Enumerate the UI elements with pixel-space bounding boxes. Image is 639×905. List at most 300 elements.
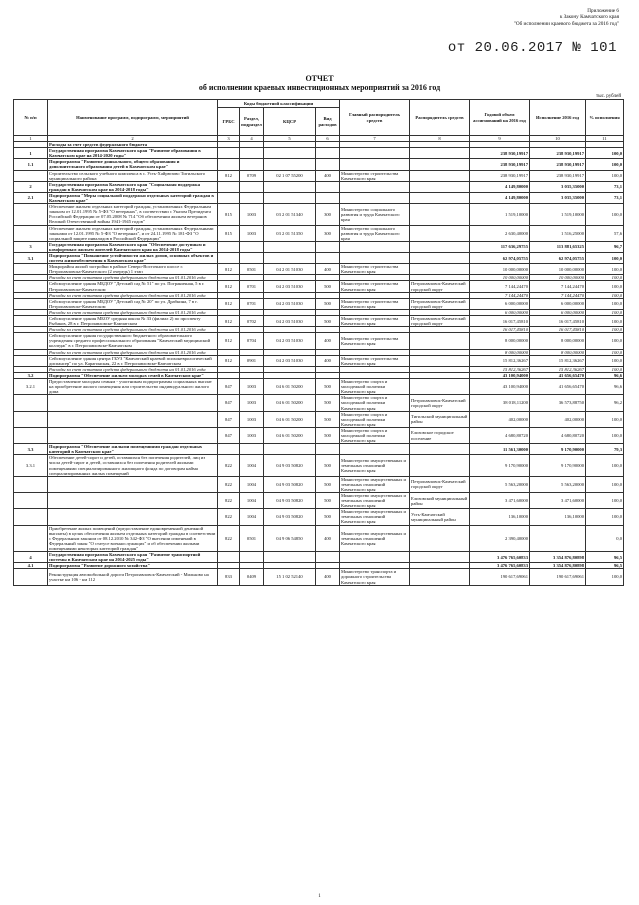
row-name: Сейсмоусиление здания государственного бюджетного образовательного учреждения среднего профессионального образования "Камчатский медицинский колледж" в г. Петропавловске-Камчатском (48, 333, 218, 349)
row-manager (410, 569, 470, 585)
row-fact: 10 000,00000 (530, 275, 586, 281)
row-main-manager: Министерство имущественных и земельных отношений Камчатского края (340, 455, 410, 476)
row-manager (410, 455, 470, 476)
row-grbs: 822 (218, 476, 240, 492)
row-vr: 500 (316, 281, 340, 292)
row-fact: 6 000,00000 (530, 298, 586, 309)
row-plan: 10 000,00000 (470, 264, 530, 275)
row-percent: 100,0 (586, 333, 624, 349)
row-fact: 36 573,88750 (530, 395, 586, 411)
row-plan: 402,00000 (470, 411, 530, 427)
row-main-manager (340, 159, 410, 170)
row-number: 3.1 (14, 252, 48, 263)
row-grbs (218, 252, 240, 263)
row-plan: 9 170,90000 (470, 455, 530, 476)
handwritten-date-stamp: от 20.06.2017 № 101 (447, 40, 617, 56)
row-manager (410, 181, 470, 192)
col-header-plan: Годовой объем ассигнований на 2016 год (470, 100, 530, 136)
row-percent: 57,6 (586, 225, 624, 241)
row-name: Сейсмоусиление здания МБДОУ "Детский сад № 20" по ул. Драбкина, 7 в г. Петропавловске-Камчатском (48, 298, 218, 309)
row-number: 2.1 (14, 192, 48, 203)
col-header-number: № п/п (14, 100, 48, 136)
row-grbs: 815 (218, 225, 240, 241)
row-razdel: 1003 (240, 379, 264, 395)
row-number (14, 427, 48, 443)
row-kcsr (264, 148, 316, 159)
row-plan: 8 000,00000 (470, 333, 530, 349)
table-row (14, 427, 624, 443)
table-row (14, 148, 624, 159)
row-number (14, 395, 48, 411)
table-row (14, 552, 624, 563)
row-percent: 79,3 (586, 444, 624, 455)
row-name: Государственная программа Камчатского края "Развитие образования в Камчатском крае на 2014-2020 годы" (48, 148, 218, 159)
row-manager: Тигильский муниципальный район (410, 411, 470, 427)
row-name (48, 509, 218, 525)
row-fact: 3 035,35000 (530, 181, 586, 192)
row-fact: 6 000,00000 (530, 309, 586, 315)
table-row (14, 298, 624, 309)
row-percent: 100,0 (586, 349, 624, 355)
appendix-law-title: "Об исполнении краевого бюджета за 2016 год" (513, 20, 619, 27)
row-fact: 8 000,00000 (530, 349, 586, 355)
row-percent: 96,5 (586, 563, 624, 569)
appendix-block (419, 8, 619, 27)
table-row (14, 204, 624, 225)
row-vr: 500 (316, 476, 340, 492)
column-number: 10 (530, 136, 586, 142)
table-row (14, 355, 624, 366)
row-fact: 238 930,19917 (530, 159, 586, 170)
row-razdel: 1003 (240, 411, 264, 427)
row-main-manager (340, 552, 410, 563)
row-vr (316, 192, 340, 203)
row-name (48, 395, 218, 411)
row-fact: 41 656,65470 (530, 379, 586, 395)
row-razdel: 0409 (240, 569, 264, 585)
row-kcsr: 04 2 01 51030 (264, 264, 316, 275)
row-plan: 16 017,45810 (470, 327, 530, 333)
row-kcsr: 04 6 01 50200 (264, 427, 316, 443)
column-number: 7 (340, 136, 410, 142)
row-grbs: 822 (218, 455, 240, 476)
row-name (48, 411, 218, 427)
row-razdel (240, 148, 264, 159)
row-manager: Елизовское городское поселение (410, 427, 470, 443)
row-plan: 15 812,36267 (470, 355, 530, 366)
row-main-manager: Министерство имущественных и земельных отношений Камчатского края (340, 525, 410, 551)
row-kcsr: 04 9 03 50820 (264, 476, 316, 492)
row-razdel: 1004 (240, 455, 264, 476)
row-grbs (218, 159, 240, 170)
row-manager: Усть-Камчатский муниципальный район (410, 509, 470, 525)
row-number (14, 333, 48, 349)
row-percent: 100,0 (586, 366, 624, 372)
row-plan: 6 000,00000 (470, 298, 530, 309)
row-grbs: 812 (218, 333, 240, 349)
row-name: Микрорайон жилой застройки в районе Северо-Восточного шоссе г. Петропавловска-Камчатского (2 очередь) 1 этап (48, 264, 218, 275)
row-number: 3.2 (14, 372, 48, 378)
row-number (14, 281, 48, 292)
row-plan: 136,10000 (470, 509, 530, 525)
row-number: 3.2.1 (14, 379, 48, 395)
row-grbs (218, 241, 240, 252)
table-row (14, 170, 624, 181)
table-row (14, 525, 624, 551)
row-razdel: 1004 (240, 493, 264, 509)
row-razdel (240, 159, 264, 170)
row-razdel (240, 552, 264, 563)
row-kcsr: 03 2 01 51350 (264, 225, 316, 241)
row-vr: 400 (316, 333, 340, 349)
row-main-manager: Министерство строительства Камчатского края (340, 170, 410, 181)
row-fact: 1 516,25000 (530, 225, 586, 241)
row-kcsr: 04 2 03 51030 (264, 355, 316, 366)
row-grbs: 847 (218, 427, 240, 443)
row-kcsr: 04 9 03 50820 (264, 509, 316, 525)
col-header-codes: Коды бюджетной классификации (218, 100, 340, 108)
row-manager (410, 192, 470, 203)
row-grbs: 822 (218, 525, 240, 551)
row-percent: 100,0 (586, 427, 624, 443)
row-percent: 96,6 (586, 379, 624, 395)
row-vr: 500 (316, 316, 340, 327)
row-vr (316, 241, 340, 252)
unit-label: тыс. рублей (596, 94, 621, 99)
row-main-manager: Министерство строительства Камчатского края (340, 281, 410, 292)
row-name: Подпрограмма "Развитие дорожного хозяйства" (48, 563, 218, 569)
row-kcsr: 02 1 07 55200 (264, 170, 316, 181)
row-percent: 100,0 (586, 476, 624, 492)
row-plan: 117 636,29755 (470, 241, 530, 252)
row-number (14, 355, 48, 366)
row-fact: 7 144,24470 (530, 292, 586, 298)
row-number (14, 493, 48, 509)
column-number: 1 (14, 136, 48, 142)
row-name: Расходы за счет остатков средств федерального бюджета на 01.01.2016 года (48, 366, 218, 372)
row-percent: 0,0 (586, 525, 624, 551)
row-plan: 2 390,40000 (470, 525, 530, 551)
row-number (14, 509, 48, 525)
row-manager (410, 159, 470, 170)
row-kcsr (264, 181, 316, 192)
row-percent: 100,0 (586, 252, 624, 263)
row-grbs (218, 181, 240, 192)
row-razdel: 1004 (240, 476, 264, 492)
row-percent: 100,0 (586, 569, 624, 585)
row-manager (410, 444, 470, 455)
row-fact: 15 812,36267 (530, 355, 586, 366)
row-number (14, 264, 48, 275)
row-manager (410, 525, 470, 551)
row-main-manager: Министерство спорта и молодежной политики Камчатского края (340, 411, 410, 427)
row-razdel (240, 252, 264, 263)
table-row (14, 252, 624, 263)
row-plan: 3 476 765,60833 (470, 563, 530, 569)
column-number: 11 (586, 136, 624, 142)
row-vr: 300 (316, 225, 340, 241)
row-grbs: 822 (218, 509, 240, 525)
row-main-manager (340, 148, 410, 159)
row-percent: 100,0 (586, 455, 624, 476)
row-grbs: 812 (218, 281, 240, 292)
row-grbs: 847 (218, 395, 240, 411)
row-kcsr: 04 2 03 51030 (264, 281, 316, 292)
row-name: Государственная программа Камчатского края "Социальная поддержка граждан в Камчатском крае на 2014-2018 годы" (48, 181, 218, 192)
row-manager: Елизовский муниципальный район (410, 493, 470, 509)
row-kcsr (264, 552, 316, 563)
row-name: Расходы за счет остатков средств федерального бюджета на 01.01.2016 года (48, 349, 218, 355)
row-razdel (240, 241, 264, 252)
row-grbs: 812 (218, 170, 240, 181)
row-name (48, 476, 218, 492)
row-number: 3 (14, 241, 48, 252)
row-grbs (218, 552, 240, 563)
row-percent: 100,0 (586, 298, 624, 309)
row-main-manager: Министерство строительства Камчатского края (340, 355, 410, 366)
row-name: Обеспечение детей-сирот и детей, оставшихся без попечения родителей, лиц из числа детей-сирот и детей, оставшихся без попечения родителей жилыми помещениями специализированного жилищного фонда по договорам найма специализированных жилых помещений (48, 455, 218, 476)
table-row (14, 241, 624, 252)
row-number (14, 204, 48, 225)
row-vr: 400 (316, 355, 340, 366)
row-kcsr: 04 2 03 51030 (264, 333, 316, 349)
table-row (14, 316, 624, 327)
table-row (14, 264, 624, 275)
row-name: Подпрограмма "Обеспечение жильем молодых семей в Камчатском крае" (48, 372, 218, 378)
row-number (14, 411, 48, 427)
row-percent: 73,1 (586, 192, 624, 203)
row-number: 4 (14, 552, 48, 563)
row-plan: 8 000,00000 (470, 349, 530, 355)
table-row (14, 379, 624, 395)
row-percent: 100,0 (586, 281, 624, 292)
row-manager (410, 333, 470, 349)
row-vr: 500 (316, 395, 340, 411)
row-plan: 38 018,11200 (470, 395, 530, 411)
row-fact: 8 000,00000 (530, 333, 586, 349)
row-plan: 15 812,36267 (470, 366, 530, 372)
row-plan: 11 561,30000 (470, 444, 530, 455)
row-plan: 7 144,24470 (470, 281, 530, 292)
row-plan: 4 149,80000 (470, 192, 530, 203)
row-name: Государственная программа Камчатского края "Обеспечение доступным и комфортным жильем жителей Камчатского края на 2014-2018 годы" (48, 241, 218, 252)
row-manager (410, 148, 470, 159)
row-plan: 1 519,10000 (470, 204, 530, 225)
table-row (14, 192, 624, 203)
row-kcsr: 03 2 01 51340 (264, 204, 316, 225)
row-percent: 96,5 (586, 552, 624, 563)
row-number (14, 476, 48, 492)
row-manager (410, 241, 470, 252)
row-manager: Петропавловск-Камчатский городской округ (410, 298, 470, 309)
row-kcsr: 04 9 03 50820 (264, 455, 316, 476)
row-fact: 4 680,80720 (530, 427, 586, 443)
row-fact (530, 525, 586, 551)
row-number (14, 569, 48, 585)
table-row (14, 569, 624, 585)
row-percent: 100,0 (586, 411, 624, 427)
row-main-manager: Министерство строительства Камчатского края (340, 333, 410, 349)
row-manager (410, 204, 470, 225)
row-percent: 100,0 (586, 148, 624, 159)
row-percent: 100,0 (586, 355, 624, 366)
row-plan: 5 563,20000 (470, 476, 530, 492)
row-main-manager: Министерство социального развития и труда Камчатского края (340, 225, 410, 241)
row-grbs: 833 (218, 569, 240, 585)
row-plan: 4 680,80720 (470, 427, 530, 443)
row-razdel: 1004 (240, 509, 264, 525)
row-plan: 3 476 765,60833 (470, 552, 530, 563)
report-title-main: ОТЧЕТ (305, 74, 334, 83)
row-percent: 100,0 (586, 275, 624, 281)
row-kcsr (264, 159, 316, 170)
row-razdel (240, 181, 264, 192)
row-razdel: 1003 (240, 427, 264, 443)
row-manager (410, 552, 470, 563)
row-main-manager: Министерство имущественных и земельных отношений Камчатского края (340, 509, 410, 525)
row-fact: 10 000,00000 (530, 264, 586, 275)
row-grbs: 812 (218, 298, 240, 309)
row-percent: 100,0 (586, 159, 624, 170)
row-manager: Петропавловск-Камчатский городской округ (410, 395, 470, 411)
row-main-manager: Министерство спорта и молодежной политики Камчатского края (340, 379, 410, 395)
row-name: Подпрограмма "Повышение устойчивости жилых домов, основных объектов и систем жизнеобеспечения в Камчатском крае" (48, 252, 218, 263)
appendix-number: Приложение 6 (587, 8, 619, 14)
row-plan: 3 471,60000 (470, 493, 530, 509)
row-fact: 15 812,36267 (530, 366, 586, 372)
row-main-manager: Министерство имущественных и земельных отношений Камчатского края (340, 493, 410, 509)
row-percent: 96,2 (586, 395, 624, 411)
row-kcsr (264, 252, 316, 263)
row-vr: 400 (316, 170, 340, 181)
row-main-manager: Министерство имущественных и земельных отношений Камчатского края (340, 476, 410, 492)
row-number: 4.1 (14, 563, 48, 569)
row-vr (316, 552, 340, 563)
row-razdel (240, 192, 264, 203)
row-vr (316, 181, 340, 192)
row-razdel: 0709 (240, 170, 264, 181)
row-vr: 500 (316, 411, 340, 427)
row-manager: Петропавловск-Камчатский городской округ (410, 476, 470, 492)
table-row (14, 225, 624, 241)
column-number: 9 (470, 136, 530, 142)
page-number: 1 (318, 894, 321, 899)
row-fact: 41 656,65470 (530, 372, 586, 378)
row-percent: 100,0 (586, 292, 624, 298)
row-razdel: 1003 (240, 225, 264, 241)
col-header-razdel: Раздел, подраздел (240, 108, 264, 136)
row-percent: 100,0 (586, 204, 624, 225)
col-header-main-manager: Главный распорядитель средств (340, 100, 410, 136)
row-kcsr: 04 2 03 51030 (264, 298, 316, 309)
column-number: 3 (218, 136, 240, 142)
report-table (13, 99, 624, 586)
row-fact: 113 881,65325 (530, 241, 586, 252)
row-vr: 500 (316, 379, 340, 395)
row-razdel: 0701 (240, 298, 264, 309)
row-name: Строительство сельского учебного комплекса в с. Усть-Хайрюзово Тигильского муниципального района (48, 170, 218, 181)
row-kcsr: 04 6 01 50200 (264, 379, 316, 395)
row-main-manager (340, 444, 410, 455)
row-percent: 96,6 (586, 372, 624, 378)
row-plan: 238 930,19917 (470, 170, 530, 181)
row-vr: 500 (316, 298, 340, 309)
row-vr: 500 (316, 493, 340, 509)
table-row (14, 493, 624, 509)
row-main-manager: Министерство строительства Камчатского края (340, 298, 410, 309)
row-fact: 3 471,60000 (530, 493, 586, 509)
row-name: Государственная программа Камчатского края "Развитие транспортной системы в Камчатском крае на 2014-2025 годы" (48, 552, 218, 563)
row-main-manager: Министерство спорта и молодежной политики Камчатского края (340, 427, 410, 443)
table-row (14, 411, 624, 427)
row-name: Обеспечение жильем отдельных категорий граждан, установленных Федеральными законами от 12.01.1995 № 5-ФЗ "О ветеранах", и от 24.11.1995 № 181-ФЗ "О социальной защите инвалидов в Российской Федерации" (48, 225, 218, 241)
table-row (14, 159, 624, 170)
row-number: 1.1 (14, 159, 48, 170)
row-number: 3.3 (14, 444, 48, 455)
row-kcsr: 04 9 03 50820 (264, 493, 316, 509)
table-row (14, 395, 624, 411)
column-number: 4 (240, 136, 264, 142)
row-main-manager (340, 192, 410, 203)
col-header-kcsr: КЦСР (264, 108, 316, 136)
row-percent: 100,0 (586, 493, 624, 509)
row-main-manager (340, 252, 410, 263)
row-name: Обеспечение жильем отдельных категорий граждан, установленных Федеральным законом от 12.01.1995 № 5-ФЗ "О ветеранах", в соответствии с Указом Президента Российской Федерации от 07.05.2008 № 714 "Об обеспечении жильем ветеранов Великой Отечественной войны 1941-1945 годов" (48, 204, 218, 225)
row-fact: 136,10000 (530, 509, 586, 525)
row-razdel: 0501 (240, 264, 264, 275)
row-fact: 190 617,69061 (530, 569, 586, 585)
row-manager: Петропавловск-Камчатский городской округ (410, 281, 470, 292)
row-fact: 9 170,90000 (530, 455, 586, 476)
row-vr: 500 (316, 427, 340, 443)
row-fact: 238 930,19917 (530, 170, 586, 181)
row-plan: 62 974,05755 (470, 252, 530, 263)
row-percent: 100,0 (586, 264, 624, 275)
table-row (14, 281, 624, 292)
row-name: Сейсмоусиление здания МБОУ средняя школа № 33 (филиал 2) по проспекту Рыбаков, 28 в г. Петропавловске-Камчатском (48, 316, 218, 327)
row-grbs: 812 (218, 264, 240, 275)
row-fact: 3 035,35000 (530, 192, 586, 203)
row-name (48, 427, 218, 443)
row-grbs: 812 (218, 316, 240, 327)
row-vr: 500 (316, 455, 340, 476)
table-row (14, 476, 624, 492)
row-fact: 16 017,45810 (530, 316, 586, 327)
row-manager (410, 252, 470, 263)
row-plan: 43 100,94000 (470, 379, 530, 395)
row-manager: Петропавловск-Камчатский городской округ (410, 316, 470, 327)
row-main-manager: Министерство социального развития и труда Камчатского края (340, 204, 410, 225)
row-manager (410, 264, 470, 275)
table-row (14, 181, 624, 192)
row-fact: 7 144,24470 (530, 281, 586, 292)
row-main-manager: Министерство транспорта и дорожного строительства Камчатского края (340, 569, 410, 585)
col-header-percent: % исполнения (586, 100, 624, 136)
row-razdel: 0701 (240, 281, 264, 292)
row-grbs: 847 (218, 411, 240, 427)
col-header-manager: Распорядитель средств (410, 100, 470, 136)
row-fact: 3 354 876,80898 (530, 552, 586, 563)
row-main-manager: Министерство строительства Камчатского края (340, 264, 410, 275)
row-kcsr: 04 9 06 54850 (264, 525, 316, 551)
row-percent: 100,0 (586, 509, 624, 525)
row-number: 3.3.1 (14, 455, 48, 476)
row-name: Подпрограмма "Меры социальной поддержки отдельных категорий граждан в Камчатском крае" (48, 192, 218, 203)
row-name (48, 493, 218, 509)
row-name: Расходы за счет остатков средств федерального бюджета на 01.01.2016 года (48, 327, 218, 333)
row-name: Расходы за счет остатков средств федерального бюджета на 01.01.2016 года (48, 275, 218, 281)
row-kcsr: 04 6 01 50200 (264, 395, 316, 411)
